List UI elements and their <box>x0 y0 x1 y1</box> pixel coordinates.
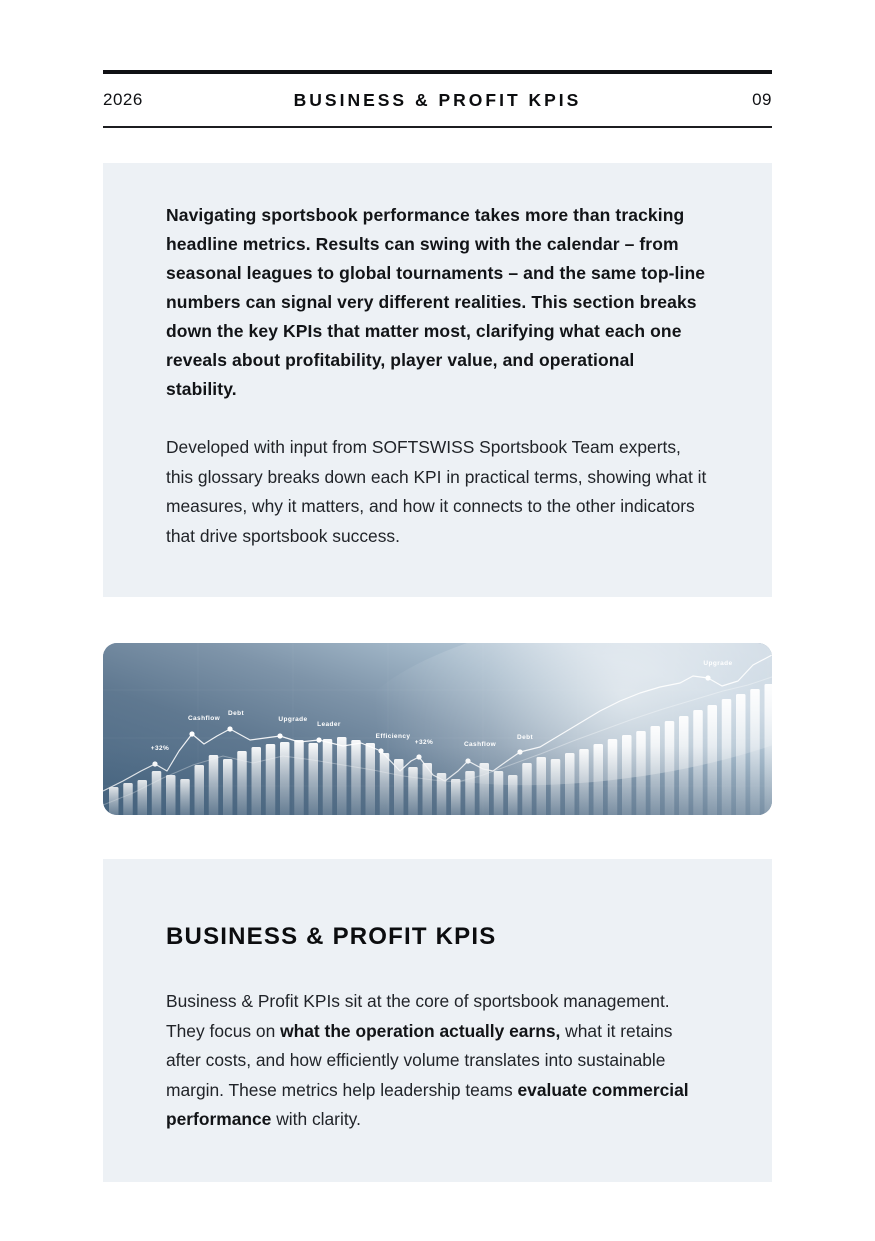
header-row <box>103 74 772 126</box>
header-title: BUSINESS & PROFIT KPIS <box>293 89 582 110</box>
header-page-number: 09 <box>752 90 772 109</box>
hero-chart-svg <box>103 643 772 815</box>
page-header <box>103 0 772 128</box>
header-rule-bottom <box>103 126 772 128</box>
intro-secondary-paragraph: Developed with input from SOFTSWISS Sportsbook Team experts, this glossary breaks down each KPI in practical terms, showing what it measures, why it matters, and how it connects to the other indicators that drive sportsbook success. <box>166 437 707 546</box>
hero-bottom-shade <box>103 643 772 815</box>
header-year: 2026 <box>103 90 143 109</box>
intro-box <box>103 163 772 597</box>
kpi-section-paragraph: Business & Profit KPIs sit at the core of sportsbook management. They focus on what the operation actually earns, what it retains after costs, and how efficiently volume translates into sustainable margin. These metrics help leadership teams evaluate commercial performance with clarity. <box>166 991 689 1129</box>
hero-chart-image <box>103 643 772 815</box>
intro-lead-paragraph: Navigating sportsbook performance takes more than tracking headline metrics. Results can swing with the calendar – from seasonal leagues to global tournaments – and the same top-line numbers can signal very different realities. This section breaks down the key KPIs that matter most, clarifying what each one reveals about profitability, player value, and operational stability. <box>166 205 706 399</box>
kpi-section-heading: BUSINESS & PROFIT KPIS <box>166 923 497 950</box>
kpi-section-box <box>103 859 772 1182</box>
